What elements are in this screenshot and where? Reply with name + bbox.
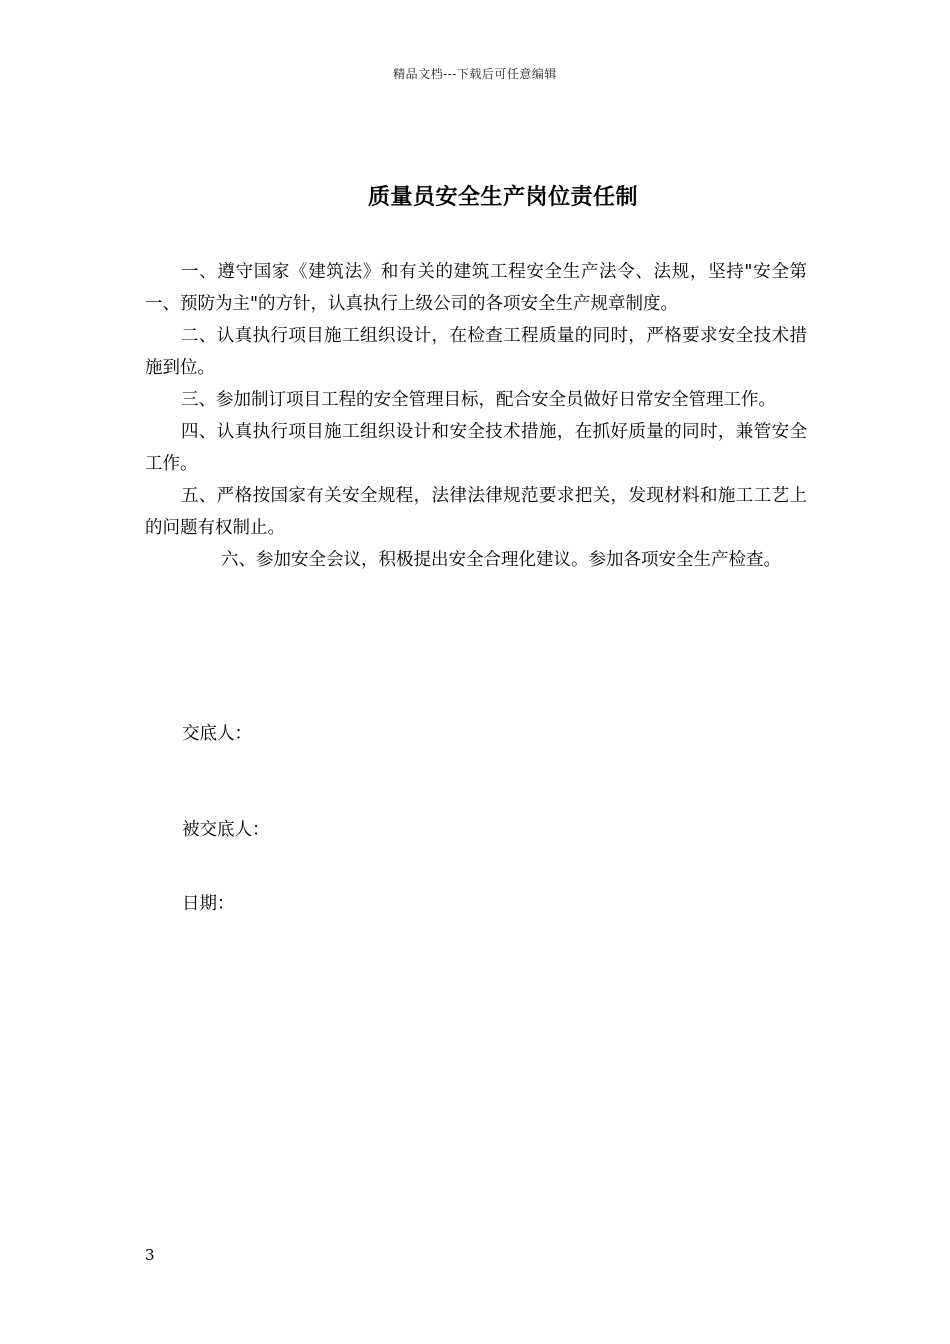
paragraph-6: 六、参加安全会议，积极提出安全合理化建议。参加各项安全生产检查。 [221,550,781,570]
paragraph-2: 二、认真执行项目施工组织设计，在检查工程质量的同时，严格要求安全技术措施到位。 [145,326,807,378]
handover-by-label: 交底人： [182,724,252,744]
date-label: 日期： [182,894,235,914]
paragraph-3: 三、参加制订项目工程的安全管理目标，配合安全员做好日常安全管理工作。 [181,390,776,410]
page-number: 3 [145,1246,155,1264]
paragraph-4: 四、认真执行项目施工组织设计和安全技术措施，在抓好质量的同时，兼管安全工作。 [145,422,807,474]
paragraph-1: 一、遵守国家《建筑法》和有关的建筑工程安全生产法令、法规，坚持"安全第一、预防为主"的方针，认真执行上级公司的各项安全生产规章制度。 [145,262,807,314]
received-by-label: 被交底人： [182,820,270,840]
paragraph-5: 五、严格按国家有关安全规程，法律法律规范要求把关，发现材料和施工工艺上的问题有权制止。 [145,486,807,538]
page-header: 精品文档---下载后可任意编辑 [393,67,557,81]
document-body [145,256,807,576]
document-title: 质量员安全生产岗位责任制 [367,185,638,210]
